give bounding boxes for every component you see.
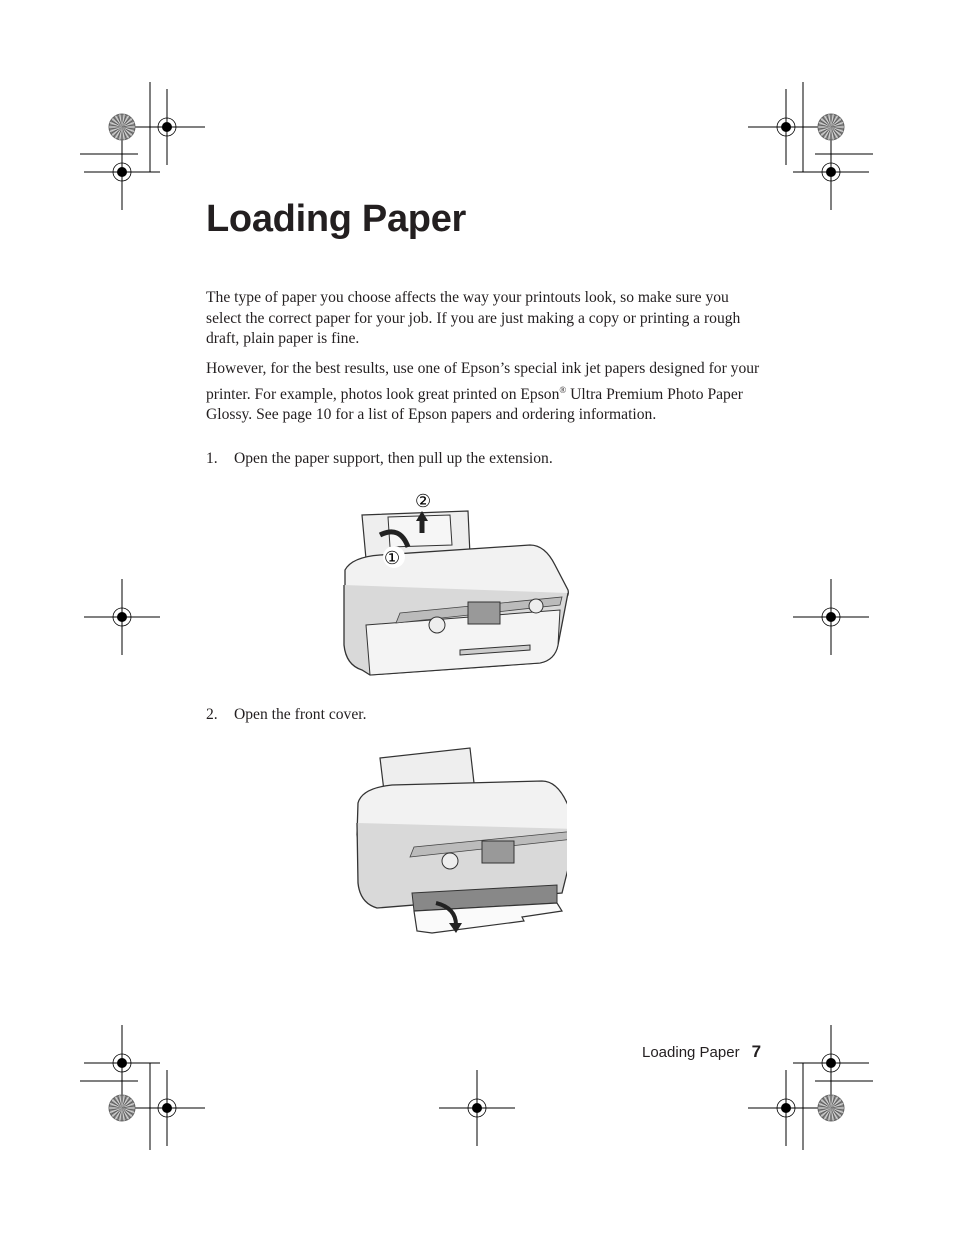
printer-front-cover-illustration	[352, 743, 567, 943]
intro-paragraph: The type of paper you choose affects the way your printouts look, so make sure you select the correct paper for your job. If you are just making a copy or printing a rough draft, plain paper is fine.	[206, 289, 741, 347]
callout-1: ①	[384, 548, 401, 569]
target-dot	[162, 122, 172, 132]
step-1	[206, 450, 553, 468]
step-text: Open the paper support, then pull up the extension.	[234, 450, 553, 467]
target-dot	[826, 1058, 836, 1068]
paragraph-text: Ultra Premium Photo Paper Glossy. See page 10 for a list of Epson papers and ordering information.	[206, 385, 743, 424]
registered-mark: ®	[559, 384, 567, 395]
target-dot	[472, 1103, 482, 1113]
step-number: 2.	[206, 706, 218, 723]
page-title: Loading Paper	[206, 198, 467, 240]
target-dot	[162, 1103, 172, 1113]
target-dot	[781, 122, 791, 132]
target-dot	[117, 612, 127, 622]
footer-section-title: Loading Paper	[642, 1044, 740, 1061]
paragraph-text: However, for the best results, use one of Epson’s special ink jet papers designed for your printer. For example, photos look great printed on Epson	[206, 360, 760, 403]
target-dot	[117, 1058, 127, 1068]
step-text: Open the front cover.	[234, 706, 367, 723]
step-2	[206, 706, 367, 724]
target-dot	[781, 1103, 791, 1113]
printer-paper-support-illustration	[340, 485, 575, 685]
page-footer	[642, 1042, 761, 1062]
target-dot	[826, 167, 836, 177]
target-dot	[826, 612, 836, 622]
page-number: 7	[751, 1042, 762, 1061]
epson-paper-paragraph	[206, 359, 766, 426]
step-number: 1.	[206, 450, 218, 467]
callout-2: ②	[415, 491, 432, 512]
target-dot	[117, 167, 127, 177]
